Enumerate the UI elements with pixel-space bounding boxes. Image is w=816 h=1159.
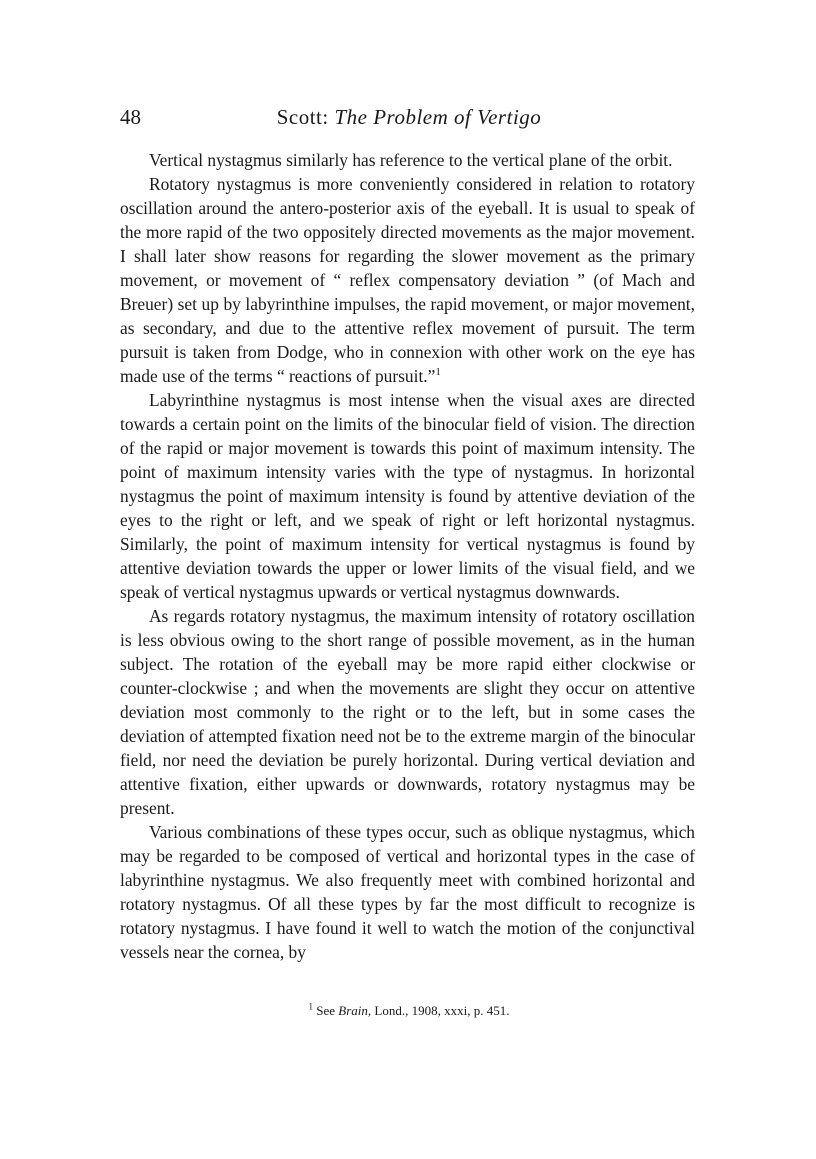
- running-head-author: Scott:: [276, 105, 335, 129]
- paragraph: [120, 172, 695, 388]
- body-text: [120, 148, 695, 964]
- paragraph-text: As regards rotatory nystagmus, the maximum intensity of rotatory oscillation is less obvious owing to the short range of possible movement, as in the human subject. The rotation of the eyeball may be more rapid either clockwise or counter-clockwise ; and when the movements are slight they occur on attentive deviation most commonly to the right or to the left, but in some cases the deviation of attempted fixation need not be to the extreme margin of the binocular field, nor need the deviation be purely horizontal. During vertical deviation and attentive fixation, either upwards or downwards, rotatory nystagmus may be present.: [120, 606, 695, 818]
- footnote-prefix: See: [313, 1003, 339, 1018]
- footnote-citation: Lond., 1908, xxxi, p. 451.: [371, 1003, 510, 1018]
- running-head: [120, 105, 698, 130]
- paragraph-text: Rotatory nystagmus is more conveniently considered in relation to rotatory oscillation around the antero-posterior axis of the eyeball. It is usual to speak of the more rapid of the two oppositely directed movements as the major movement. I shall later show reasons for regarding the slower movement as the primary movement, or movement of “ reflex compensatory deviation ” (of Mach and Breuer) set up by labyrinthine impulses, the rapid movement, or major movement, as secondary, and due to the attentive reflex movement of pursuit. The term pursuit is taken from Dodge, who in connexion with other work on the eye has made use of the terms “ reactions of pursuit.”: [120, 174, 695, 386]
- footnote: [120, 1003, 698, 1019]
- paragraph-text: Various combinations of these types occur, such as oblique nystagmus, which may be regarded to be composed of vertical and horizontal types in the case of labyrinthine nystagmus. We also frequently meet with combined horizontal and rotatory nystagmus. Of all these types by far the most difficult to recognize is rotatory nystagmus. I have found it well to watch the motion of the conjunctival vessels near the cornea, by: [120, 822, 695, 962]
- paragraph: [120, 820, 695, 964]
- footnote-mark: 1: [308, 1001, 314, 1012]
- paragraph-text: Labyrinthine nystagmus is most intense when the visual axes are directed towards a certain point on the limits of the binocular field of vision. The direction of the rapid or major movement is towards this point of maximum intensity. The point of maximum intensity varies with the type of nystagmus. In horizontal nystagmus the point of maximum intensity is found by attentive deviation of the eyes to the right or left, and we speak of right or left horizontal nystagmus. Similarly, the point of maximum intensity for vertical nystagmus is found by attentive deviation towards the upper or lower limits of the visual field, and we speak of vertical nystagmus upwards or vertical nystagmus downwards.: [120, 390, 695, 602]
- paragraph: [120, 388, 695, 604]
- paragraph: [120, 148, 695, 172]
- page-header: [120, 105, 698, 135]
- paragraph: [120, 604, 695, 820]
- running-head-title: The Problem of Vertigo: [334, 105, 542, 129]
- footnote-reference[interactable]: 1: [435, 366, 441, 379]
- footnote-journal: Brain,: [338, 1003, 372, 1018]
- paragraph-text: Vertical nystagmus similarly has reference to the vertical plane of the orbit.: [149, 150, 673, 170]
- page-number: 48: [120, 105, 141, 129]
